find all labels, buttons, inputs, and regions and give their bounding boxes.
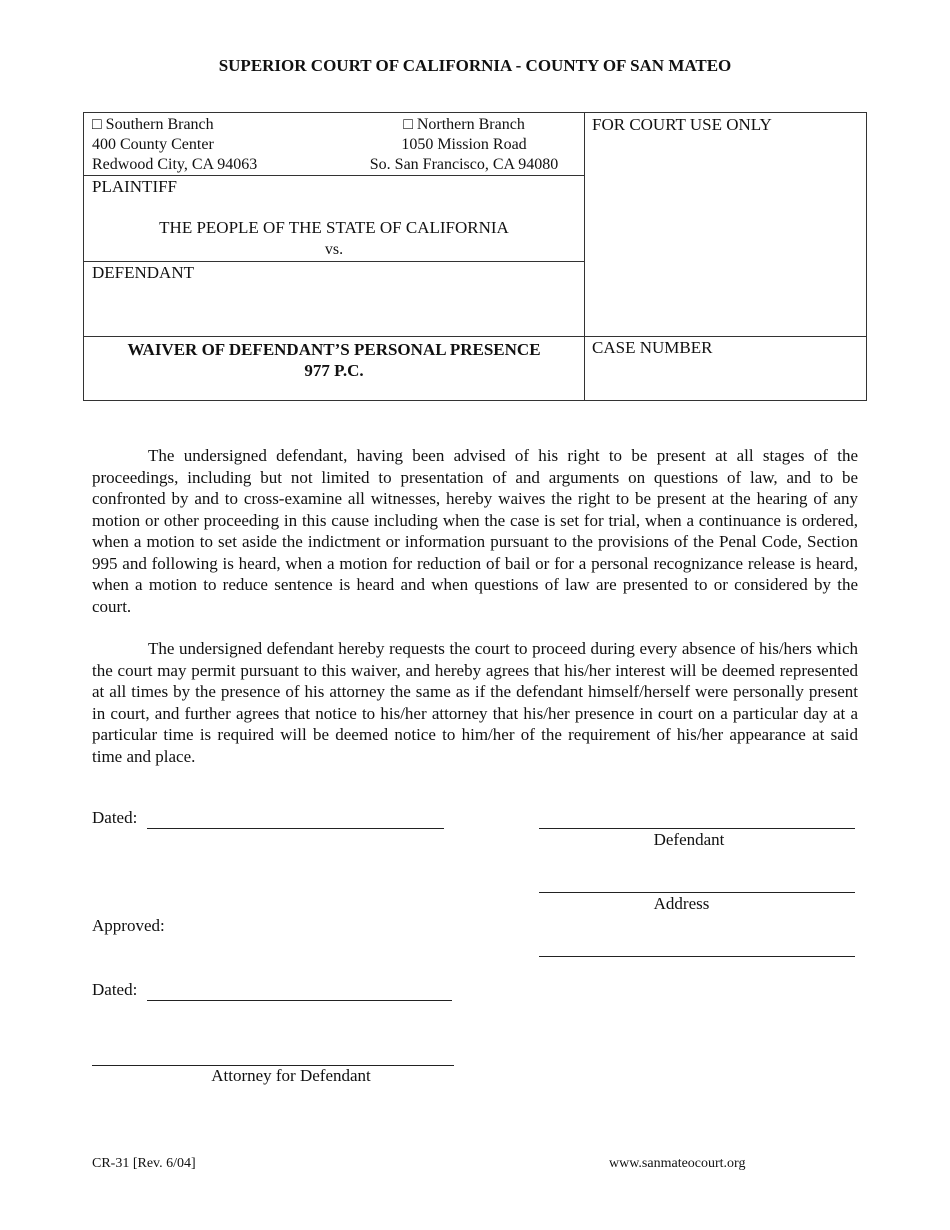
defendant-caption: Defendant (653, 830, 725, 849)
plaintiff-name: THE PEOPLE OF THE STATE OF CALIFORNIA (159, 218, 509, 237)
approved-label: Approved: (92, 916, 165, 935)
address-line[interactable] (539, 892, 855, 893)
court-website: www.sanmateocourt.org (609, 1156, 746, 1171)
caption-left-column (84, 113, 585, 400)
plaintiff-section (84, 175, 584, 262)
dated-label-2: Dated: (92, 980, 138, 999)
defendant-label: DEFENDANT (92, 263, 194, 282)
address-line-2[interactable] (539, 956, 855, 957)
northern-branch (364, 115, 564, 175)
dated-label: Dated: (92, 808, 138, 827)
case-number-label: CASE NUMBER (592, 338, 713, 357)
case-caption-box (83, 112, 867, 401)
form-title (84, 336, 584, 400)
court-use-only-label: FOR COURT USE ONLY (592, 115, 772, 134)
caption-right-column (584, 113, 866, 400)
versus-label: vs. (324, 241, 344, 258)
court-use-only-box (584, 113, 866, 337)
case-number-box[interactable] (584, 336, 866, 400)
waiver-paragraph-2: The undersigned defendant hereby requests the court to proceed during every absence of his/hers which the court may permit pursuant to this waiver, and hereby agrees that his/her interest will be deemed represented at all times by the presence of his attorney the same as if the defendant himself/herself were personally present in court, and further agrees that notice to his/her attorney that his/her presence in court on a particular day at a particular time is required will be deemed notice to him/her of the requirement of his/her appearance at said time and place. (92, 639, 858, 766)
plaintiff-label: PLAINTIFF (92, 177, 178, 196)
defendant-section[interactable] (84, 261, 584, 337)
address-caption: Address (653, 894, 710, 913)
southern-branch-address1: 400 County Center (92, 136, 214, 153)
court-title: SUPERIOR COURT OF CALIFORNIA - COUNTY OF SAN MATEO (218, 56, 732, 75)
form-id: CR-31 [Rev. 6/04] (92, 1156, 196, 1171)
attorney-caption: Attorney for Defendant (211, 1066, 371, 1085)
defendant-signature-line[interactable] (539, 828, 855, 829)
southern-branch-checkbox-label[interactable]: □ Southern Branch (92, 116, 214, 133)
dated-line-2[interactable] (147, 1000, 452, 1001)
northern-branch-checkbox-label[interactable]: □ Northern Branch (403, 116, 525, 133)
branch-selector (84, 113, 584, 176)
southern-branch-address2: Redwood City, CA 94063 (92, 156, 258, 173)
northern-branch-address1: 1050 Mission Road (401, 136, 527, 153)
northern-branch-address2: So. San Francisco, CA 94080 (369, 156, 559, 173)
waiver-paragraph-1: The undersigned defendant, having been advised of his right to be present at all stages of the proceedings, including but not limited to presentation of and arguments on questions of law, and to be confronted by and to cross-examine all witnesses, hereby waives the right to be present at the hearing of any motion or other proceeding in this cause including when the case is set for trial, when a continuance is ordered, when a motion to set aside the indictment or information pursuant to the provisions of the Penal Code, Section 995 and following is heard, when a motion for reduction of bail or for a personal recognizance release is heard, when a motion to reduce sentence is heard and when questions of law are presented to or considered by the court. (92, 446, 858, 616)
form-title-line1: WAIVER OF DEFENDANT’S PERSONAL PRESENCE (127, 340, 541, 359)
form-title-line2: 977 P.C. (304, 361, 364, 380)
southern-branch (92, 115, 257, 175)
dated-signature-line[interactable] (147, 828, 444, 829)
